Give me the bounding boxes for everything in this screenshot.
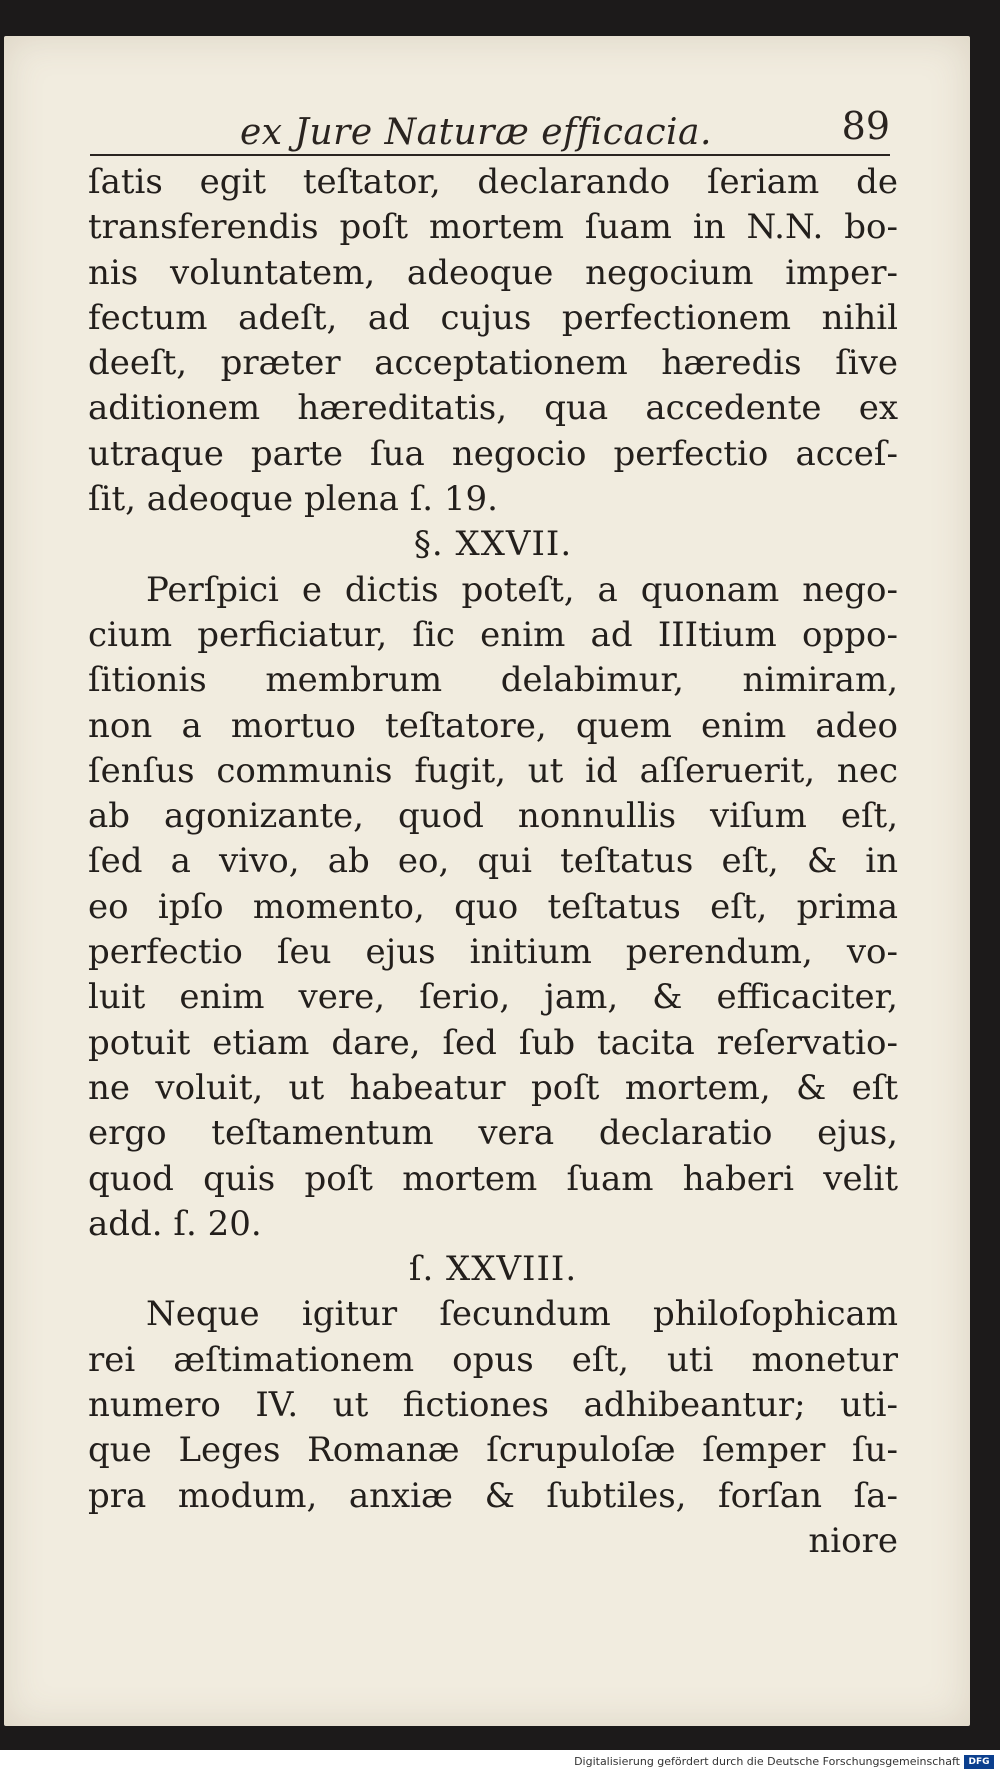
- page-number: 89: [841, 104, 890, 148]
- digitization-footer: [0, 1752, 1000, 1773]
- page-header: [90, 94, 890, 154]
- text-line: ab agonizante, quod nonnullis viſum eſt,: [88, 796, 898, 837]
- text-line: quod quis poſt mortem ſuam haberi velit: [88, 1158, 898, 1199]
- text-line: pra modum, anxiæ & ſubtiles, forſan ſa-: [88, 1475, 898, 1516]
- text-line: ergo teſtamentum vera declaratio ejus,: [88, 1113, 898, 1154]
- text-line: Perſpici e dictis poteſt, a quonam nego-: [146, 569, 898, 610]
- text-line: ſed a vivo, ab eo, qui teſtatus eſt, & in: [88, 841, 898, 882]
- text-line: numero IV. ut fictiones adhibeantur; uti-: [88, 1385, 898, 1426]
- text-line: que Leges Romanæ ſcrupuloſæ ſemper ſu-: [88, 1430, 898, 1471]
- text-line: non a mortuo teſtatore, quem enim adeo: [88, 705, 898, 746]
- running-title: ex Jure Naturæ efficacia.: [240, 112, 712, 153]
- text-line: ſenſus communis fugit, ut id aſſeruerit, nec: [88, 750, 898, 791]
- text-line: aditionem hæreditatis, qua accedente ex: [88, 388, 898, 429]
- text-line: transferendis poſt mortem ſuam in N.N. bo-: [88, 207, 898, 248]
- header-rule: [90, 154, 890, 156]
- text-line: potuit etiam dare, ſed ſub tacita reſervatio-: [88, 1022, 898, 1063]
- text-line: cium perficiatur, ſic enim ad IIItium oppo-: [88, 614, 898, 655]
- text-line: eo ipſo momento, quo teſtatus eſt, prima: [88, 886, 898, 927]
- text-line: luit enim vere, ſerio, jam, & efficaciter,: [88, 977, 898, 1018]
- text-line: ſatis egit teſtator, declarando ſeriam de: [88, 162, 898, 202]
- text-line: deeſt, præter acceptationem hæredis ſive: [88, 343, 898, 384]
- section-heading-xxviii: ſ. XXVIII.: [408, 1249, 578, 1290]
- text-line: ſitionis membrum delabimur, nimiram,: [88, 660, 898, 701]
- body-text: [88, 160, 898, 1564]
- text-line: perfectio ſeu ejus initium perendum, vo-: [88, 932, 898, 973]
- dfg-logo-icon: DFG: [964, 1755, 994, 1769]
- text-line: Neque igitur ſecundum philoſophicam: [146, 1294, 898, 1335]
- text-line: add. ſ. 20.: [88, 1203, 262, 1244]
- section-heading-xxvii: §. XXVII.: [413, 524, 573, 565]
- text-line: fectum adeſt, ad cujus perfectionem nihil: [88, 297, 898, 338]
- text-line: utraque parte ſua negocio perfectio acceſ-: [88, 433, 898, 474]
- text-line: ſit, adeoque plena ſ. 19.: [88, 479, 498, 520]
- text-line: ne voluit, ut habeatur poſt mortem, & eſt: [88, 1067, 898, 1108]
- text-line: nis voluntatem, adeoque negocium imper-: [88, 252, 898, 293]
- text-line: rei æſtimationem opus eſt, uti monetur: [88, 1339, 898, 1380]
- funding-credit: Digitalisierung gefördert durch die Deutsche Forschungsgemeinschaft: [574, 1755, 960, 1768]
- catchword: niore: [808, 1520, 898, 1561]
